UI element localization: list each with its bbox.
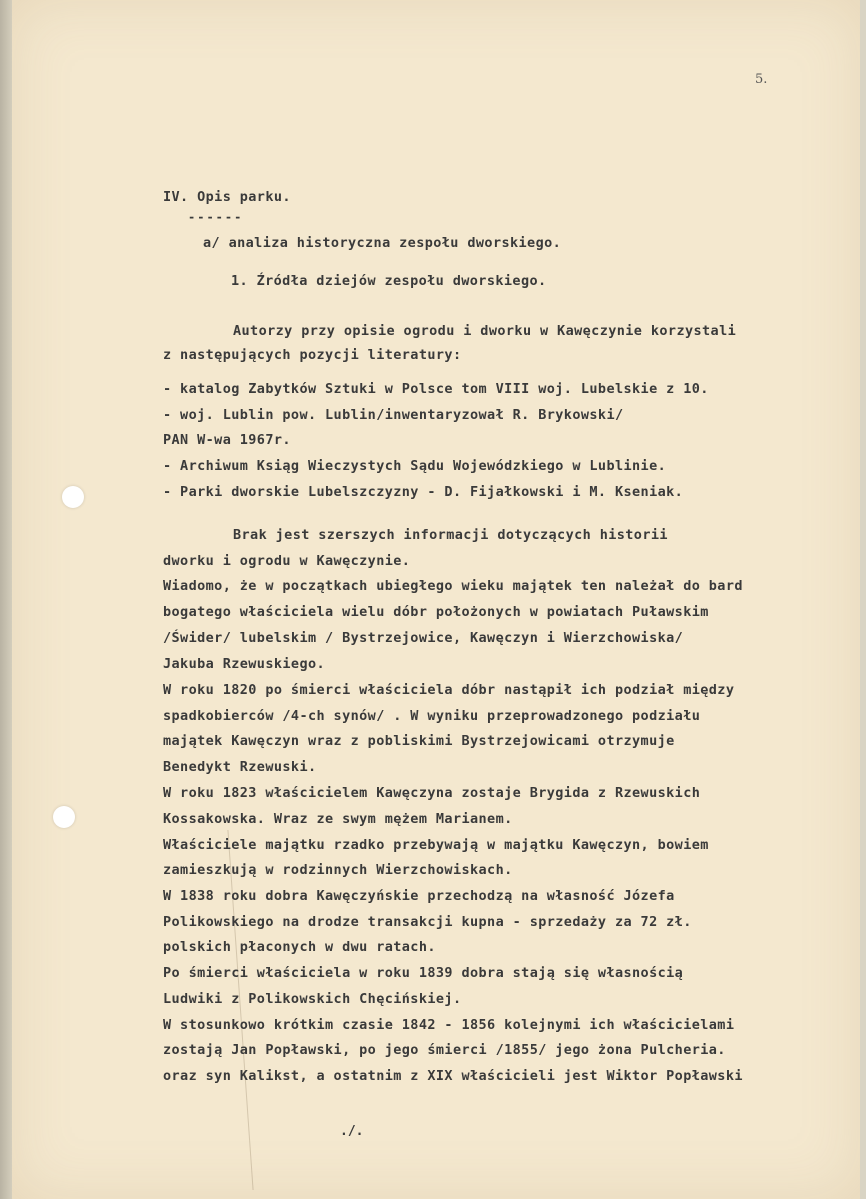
body-line: Polikowskiego na drodze transakcji kupna - sprzedaży za 72 zł.: [163, 914, 692, 930]
literature-line: - Archiwum Ksiąg Wieczystych Sądu Wojewódzkiego w Lublinie.: [163, 458, 667, 474]
body-line: Wiadomo, że w początkach ubiegłego wieku majątek ten należał do bard: [163, 578, 743, 594]
body-line: W 1838 roku dobra Kawęczyńskie przechodzą na własność Józefa: [163, 888, 675, 904]
body-line: Kossakowska. Wraz ze swym mężem Marianem.: [163, 811, 513, 827]
intro-line: z następujących pozycji literatury:: [163, 347, 462, 363]
body-line: polskich płaconych w dwu ratach.: [163, 939, 436, 955]
body-line: spadkobierców /4-ch synów/ . W wyniku przeprowadzonego podziału: [163, 708, 701, 724]
intro-line: Autorzy przy opisie ogrodu i dworku w Kawęczynie korzystali: [233, 323, 737, 339]
literature-line: - katalog Zabytków Sztuki w Polsce tom VIII woj. Lubelskie z 10.: [163, 381, 709, 397]
section-heading: IV. Opis parku.: [163, 189, 291, 205]
body-line: W roku 1823 właścicielem Kawęczyna zostaje Brygida z Rzewuskich: [163, 785, 701, 801]
page-number: 5.: [755, 72, 768, 87]
subheading-a: a/ analiza historyczna zespołu dworskiego.: [203, 235, 562, 251]
punch-hole-top: [62, 486, 84, 508]
literature-line: PAN W-wa 1967r.: [163, 432, 291, 448]
body-line: Brak jest szerszych informacji dotyczących historii: [233, 527, 668, 543]
body-line: oraz syn Kalikst, a ostatnim z XIX właścicieli jest Wiktor Popławski: [163, 1068, 743, 1084]
body-line: dworku i ogrodu w Kawęczynie.: [163, 553, 411, 569]
body-line: Ludwiki z Polikowskich Chęcińskiej.: [163, 991, 462, 1007]
subheading-1: 1. Źródła dziejów zespołu dworskiego.: [231, 273, 547, 289]
body-line: Właściciele majątku rzadko przebywają w majątku Kawęczyn, bowiem: [163, 837, 709, 853]
body-line: Benedykt Rzewuski.: [163, 759, 317, 775]
body-line: /Świder/ lubelskim / Bystrzejowice, Kawęczyn i Wierzchowiska/: [163, 630, 684, 646]
body-line: zostają Jan Popławski, po jego śmierci /1855/ jego żona Pulcheria.: [163, 1042, 726, 1058]
heading-underline: ------: [188, 210, 244, 224]
literature-line: - Parki dworskie Lubelszczyzny - D. Fijałkowski i M. Kseniak.: [163, 484, 684, 500]
body-line: bogatego właściciela wielu dóbr położonych w powiatach Puławskim: [163, 604, 709, 620]
body-line: W roku 1820 po śmierci właściciela dóbr nastąpił ich podział między: [163, 682, 735, 698]
punch-hole-bottom: [53, 806, 75, 828]
body-line: Jakuba Rzewuskiego.: [163, 656, 326, 672]
literature-line: - woj. Lublin pow. Lublin/inwentaryzował R. Brykowski/: [163, 407, 624, 423]
continuation-mark: ./.: [340, 1124, 364, 1139]
body-line: W stosunkowo krótkim czasie 1842 - 1856 kolejnymi ich właścicielami: [163, 1017, 735, 1033]
body-line: majątek Kawęczyn wraz z pobliskimi Bystrzejowicami otrzymuje: [163, 733, 675, 749]
body-line: zamieszkują w rodzinnych Wierzchowiskach.: [163, 862, 513, 878]
body-line: Po śmierci właściciela w roku 1839 dobra stają się własnością: [163, 965, 684, 981]
